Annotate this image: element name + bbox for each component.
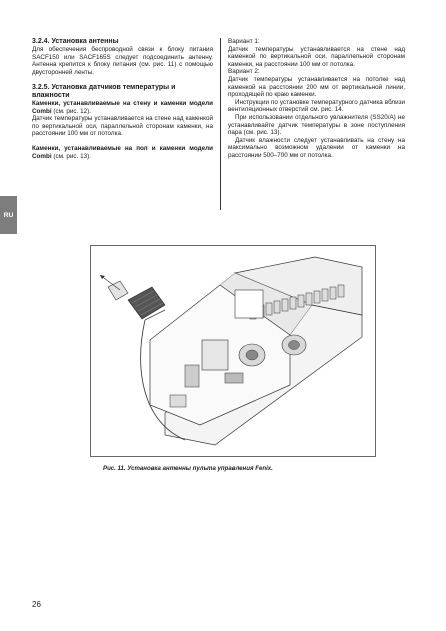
variant-2-text: Датчик температуры устанавливается на потолке над каменкой на расстоянии 200 мм от вертикальной линии, проходящей по краю каменки. <box>228 75 405 99</box>
vent-instructions-paragraph: Инструкции по установке температурного датчика вблизи вентиляционных отверстий см. рис. 14. <box>228 98 405 114</box>
spacer <box>32 138 213 145</box>
antenna-installation-figure <box>90 245 376 457</box>
section-heading-antenna: 3.2.4. Установка антенны <box>32 38 119 45</box>
figure-ref-13: (см. рис. 13). <box>53 152 91 160</box>
column-divider <box>220 38 221 210</box>
right-column <box>228 38 405 160</box>
humidity-sensor-paragraph: Датчик влажности следует устанавливать на стену на максимально возможном удалении от каменки на расстоянии 500–700 мм от потолка. <box>228 136 405 159</box>
figure-caption: Рис. 11. Установка антенны пульта управления Fenix. <box>103 465 273 472</box>
figure-ref-12: (см. рис. 12). <box>53 107 91 115</box>
spacer <box>32 77 213 84</box>
wall-sensor-paragraph: Датчик температуры устанавливается на стене над каменкой по вертикальной оси, параллельной сторонам каменки, на расстоянии 100 мм от потолка. <box>32 115 213 138</box>
language-tab: RU <box>0 196 17 234</box>
wall-heaters-title: Каменки, устанавливаемые на стену и каменки модели Combi <box>32 99 213 115</box>
variant-1-label: Вариант 1: <box>228 38 260 45</box>
antenna-paragraph: Для обеспечения беспроводной связи к блоку питания SACF150 или SACF165S следует подсоединить антенну. Антенна крепится к блоку питания (см. рис. 11) с помощью двусторонней ленты. <box>32 46 213 76</box>
page-number: 26 <box>32 600 41 609</box>
wall-heaters-subheading <box>32 100 213 115</box>
left-column <box>32 38 213 160</box>
section-heading-sensors: 3.2.5. Установка датчиков температуры и влажности <box>32 83 176 99</box>
humidifier-paragraph: При использовании отдельного увлажнителя (SS20/A) не устанавливайте датчик температуры в зоне поступления пара (см. рис. 13). <box>228 113 405 137</box>
control-unit-illustration <box>90 245 376 457</box>
floor-heaters-subheading <box>32 145 213 160</box>
variant-2-label: Вариант 2: <box>228 68 260 76</box>
variant-1-text: Датчик температуры устанавливается на стене над каменкой по вертикальной оси, параллельной сторонам каменки, на расстоянии 100 мм от потолка. <box>228 45 405 68</box>
floor-heaters-title: Каменки, устанавливаемые на пол и каменки модели Combi <box>32 144 213 160</box>
